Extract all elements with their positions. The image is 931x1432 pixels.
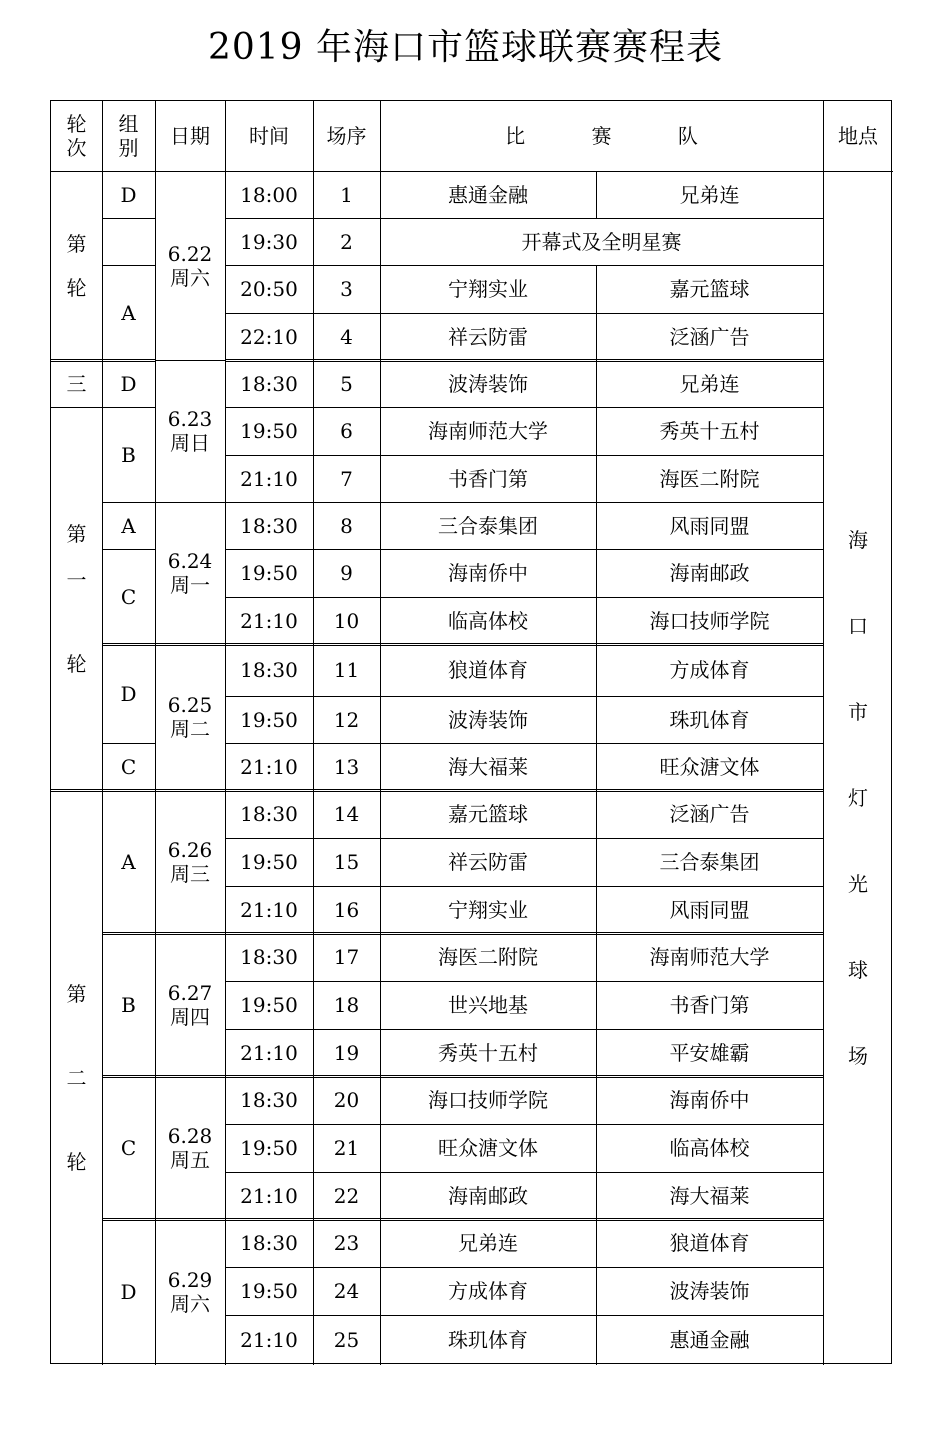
round-second-char2: 二 (66, 1065, 87, 1090)
grid-line (823, 101, 824, 1365)
match-time: 19:50 (240, 419, 298, 443)
match-time: 21:10 (240, 1328, 298, 1352)
match-time: 18:30 (240, 1231, 298, 1255)
date-cell (155, 1219, 225, 1365)
match-number: 9 (340, 561, 353, 585)
date-cell (155, 502, 225, 644)
weekday-text: 周六 (170, 1292, 210, 1316)
grid-line (225, 455, 823, 456)
date-cell (155, 360, 225, 502)
grid-line (102, 932, 155, 935)
grid-line (155, 101, 156, 1365)
header-teams (380, 101, 823, 171)
grid-line (51, 407, 102, 408)
grid-line (102, 265, 155, 266)
grid-line (102, 218, 155, 219)
grid-line (155, 643, 225, 646)
group-cell: D (120, 681, 137, 706)
team-home: 兄弟连 (458, 1231, 518, 1255)
group-cell: B (121, 992, 136, 1017)
match-number: 22 (333, 1183, 360, 1208)
team-home: 临高体校 (448, 608, 528, 633)
match-time: 19:50 (240, 850, 298, 874)
grid-line (102, 743, 155, 744)
match-number: 8 (340, 513, 353, 538)
team-away: 海南邮政 (669, 561, 750, 585)
grid-line (225, 265, 823, 266)
weekday-text: 周一 (170, 573, 210, 597)
team-away: 惠通金融 (669, 1328, 750, 1352)
match-number: 19 (333, 1040, 360, 1065)
match-time: 22:10 (240, 324, 298, 349)
match-time: 19:50 (240, 993, 298, 1017)
round-first-char1: 第 (66, 521, 87, 546)
round-label-second (51, 790, 102, 1365)
venue-char: 场 (848, 1044, 868, 1068)
grid-line (225, 1218, 823, 1221)
team-home: 祥云防雷 (448, 324, 528, 349)
match-special: 开幕式及全明星赛 (521, 229, 682, 254)
weekday-text: 周四 (170, 1004, 210, 1029)
match-number: 12 (333, 707, 360, 732)
header-date: 日期 (170, 124, 210, 148)
grid-line (102, 789, 155, 792)
team-home: 海南邮政 (448, 1183, 528, 1208)
team-away: 海南侨中 (669, 1088, 750, 1112)
team-home: 旺众溏文体 (438, 1136, 538, 1160)
weekday-text: 周二 (170, 717, 210, 741)
match-time: 21:10 (240, 1040, 298, 1065)
team-away: 临高体校 (669, 1136, 750, 1160)
team-away: 嘉元篮球 (669, 277, 750, 301)
team-home: 宁翔实业 (448, 897, 528, 922)
match-number: 1 (340, 182, 353, 207)
team-away: 泛涵广告 (669, 802, 750, 826)
round-label-top (51, 171, 102, 360)
match-time: 18:30 (240, 945, 298, 969)
team-away: 兄弟连 (679, 371, 740, 396)
match-number: 6 (340, 419, 353, 443)
team-away: 书香门第 (669, 993, 750, 1017)
match-number: 5 (340, 371, 353, 396)
grid-line (225, 502, 823, 503)
grid-line (225, 886, 823, 887)
date-cell (155, 1076, 225, 1219)
team-home: 宁翔实业 (448, 277, 528, 301)
team-away: 海南师范大学 (649, 945, 770, 969)
grid-line (225, 789, 823, 792)
team-away: 风雨同盟 (669, 513, 750, 538)
venue-char: 球 (848, 958, 868, 982)
match-number: 17 (333, 945, 360, 969)
match-number: 21 (333, 1136, 360, 1160)
grid-line (102, 549, 155, 550)
match-number: 20 (333, 1088, 360, 1112)
group-cell: D (120, 371, 137, 396)
team-home: 三合泰集团 (438, 513, 538, 538)
schedule-table (50, 100, 892, 1364)
round-top-char1: 第 (66, 231, 87, 256)
team-away: 海医二附院 (659, 466, 760, 491)
date-text: 6.27 (167, 980, 213, 1005)
team-home: 海口技师学院 (428, 1088, 548, 1112)
venue-char: 口 (848, 614, 868, 638)
date-text: 6.24 (167, 549, 213, 573)
team-away: 秀英十五村 (659, 419, 760, 443)
group-cell: A (121, 300, 136, 325)
grid-line (102, 1218, 155, 1221)
match-time: 18:30 (240, 513, 298, 538)
match-time: 18:30 (240, 1088, 298, 1112)
round-top-char2: 轮 (66, 275, 87, 300)
match-time: 18:30 (240, 658, 298, 682)
venue-char: 市 (848, 700, 868, 724)
venue-cell (823, 171, 893, 1365)
grid-line (102, 359, 155, 362)
team-home: 惠通金融 (448, 182, 528, 207)
grid-line (102, 101, 103, 1365)
match-time: 18:30 (240, 802, 298, 826)
match-time: 19:30 (240, 229, 298, 254)
grid-line (596, 171, 597, 218)
group-cell: A (121, 513, 136, 538)
match-time: 18:00 (240, 182, 298, 207)
match-number: 3 (340, 277, 353, 301)
header-group (102, 101, 155, 171)
match-number: 23 (333, 1231, 360, 1255)
team-home: 海大福莱 (448, 754, 528, 779)
match-time: 19:50 (240, 1279, 298, 1303)
group-cell: C (120, 1135, 137, 1160)
round-first-char3: 轮 (66, 651, 87, 676)
team-away: 旺众溏文体 (659, 754, 760, 779)
group-cell: C (120, 754, 137, 779)
header-time: 时间 (249, 124, 289, 148)
date-text: 6.23 (167, 407, 213, 431)
grid-line (225, 313, 823, 314)
date-text: 6.28 (167, 1123, 213, 1148)
grid-line (155, 502, 225, 503)
team-away: 三合泰集团 (659, 850, 760, 874)
grid-line (225, 597, 823, 598)
header-teams-text: 比 赛 队 (505, 124, 698, 148)
team-home: 世兴地基 (448, 993, 528, 1017)
team-home: 海南侨中 (448, 561, 528, 585)
grid-line (155, 789, 225, 792)
date-text: 6.25 (167, 693, 213, 717)
grid-line (225, 1029, 823, 1030)
grid-line (225, 1124, 823, 1125)
match-time: 21:10 (240, 608, 298, 633)
team-away: 泛涵广告 (669, 324, 750, 349)
weekday-text: 周六 (170, 265, 210, 290)
grid-line (225, 696, 823, 697)
match-number: 14 (333, 802, 360, 826)
grid-line (225, 838, 823, 839)
grid-line (380, 101, 381, 1365)
venue-char: 灯 (848, 786, 868, 810)
grid-line (225, 1075, 823, 1078)
grid-line (225, 981, 823, 982)
header-divider (51, 171, 893, 172)
header-round (51, 101, 102, 171)
header-order: 场序 (326, 124, 367, 148)
team-away: 方成体育 (669, 658, 750, 682)
team-home: 海南师范大学 (428, 419, 548, 443)
grid-line (155, 360, 225, 361)
group-cell: C (120, 584, 137, 609)
group-cell: B (121, 442, 136, 467)
team-home: 嘉元篮球 (448, 802, 528, 826)
grid-line (51, 359, 102, 362)
match-number: 2 (340, 229, 353, 254)
grid-line (102, 502, 155, 503)
match-time: 18:30 (240, 371, 298, 396)
page-title: 2019 年海口市篮球联赛赛程表 (207, 27, 724, 68)
date-text: 6.22 (167, 241, 213, 266)
match-number: 13 (333, 754, 360, 779)
round-second-char3: 轮 (66, 1149, 87, 1174)
match-time: 21:10 (240, 466, 298, 491)
match-number: 15 (333, 850, 360, 874)
team-away: 风雨同盟 (669, 897, 750, 922)
team-home: 海医二附院 (438, 945, 538, 969)
weekday-text: 周日 (170, 431, 210, 455)
team-away: 兄弟连 (679, 182, 740, 207)
match-time: 21:10 (240, 1183, 298, 1208)
grid-line (225, 218, 823, 219)
header-venue: 地点 (838, 124, 878, 148)
grid-line (225, 1172, 823, 1173)
date-cell (155, 644, 225, 790)
match-number: 10 (333, 608, 360, 633)
team-home: 波涛装饰 (448, 371, 528, 396)
team-home: 祥云防雷 (448, 850, 528, 874)
grid-line (155, 1218, 225, 1221)
match-number: 18 (333, 993, 360, 1017)
grid-line (225, 643, 823, 646)
match-time: 21:10 (240, 754, 298, 779)
team-away: 波涛装饰 (669, 1279, 750, 1303)
date-text: 6.26 (167, 837, 213, 862)
grid-line (225, 101, 226, 1365)
team-home: 书香门第 (448, 466, 528, 491)
grid-line (225, 1267, 823, 1268)
venue-char: 光 (848, 872, 868, 896)
match-time: 19:50 (240, 707, 298, 732)
match-number: 11 (333, 658, 360, 682)
grid-line (596, 265, 597, 1365)
grid-line (225, 1315, 823, 1316)
team-home: 方成体育 (448, 1279, 528, 1303)
group-cell: D (120, 182, 137, 207)
match-number: 25 (333, 1328, 360, 1352)
team-away: 珠玑体育 (669, 707, 750, 732)
round-label-three: 三 (66, 371, 87, 396)
grid-line (102, 1075, 155, 1078)
match-time: 19:50 (240, 561, 298, 585)
weekday-text: 周三 (170, 861, 210, 886)
team-away: 狼道体育 (669, 1231, 750, 1255)
grid-line (225, 743, 823, 744)
date-cell (155, 171, 225, 360)
date-text: 6.29 (167, 1268, 213, 1292)
team-home: 波涛装饰 (448, 707, 528, 732)
header-round-text: 轮 次 (66, 112, 87, 160)
grid-line (155, 932, 225, 935)
match-number: 16 (333, 897, 360, 922)
grid-line (102, 407, 155, 408)
round-first-char2: 一 (66, 567, 87, 592)
grid-line (225, 407, 823, 408)
grid-line (225, 359, 823, 362)
grid-line (225, 549, 823, 550)
group-cell: A (121, 849, 136, 874)
round-second-char1: 第 (66, 981, 87, 1006)
round-label-first (51, 407, 102, 790)
match-number: 24 (333, 1279, 360, 1303)
team-away: 平安雄霸 (669, 1040, 750, 1065)
team-home: 珠玑体育 (448, 1328, 528, 1352)
header-group-text: 组 别 (118, 112, 139, 160)
team-away: 海口技师学院 (649, 608, 770, 633)
grid-line (225, 932, 823, 935)
date-cell (155, 933, 225, 1076)
match-time: 19:50 (240, 1136, 298, 1160)
match-time: 21:10 (240, 897, 298, 922)
venue-char: 海 (848, 528, 868, 552)
match-number: 7 (340, 466, 353, 491)
date-cell (155, 790, 225, 933)
match-time: 20:50 (240, 277, 298, 301)
grid-line (155, 1075, 225, 1078)
grid-line (51, 789, 102, 792)
grid-line (102, 643, 155, 646)
grid-line (313, 101, 314, 1365)
team-home: 狼道体育 (448, 658, 528, 682)
team-away: 海大福莱 (669, 1183, 750, 1208)
group-cell: D (120, 1280, 137, 1304)
weekday-text: 周五 (170, 1147, 210, 1172)
match-number: 4 (340, 324, 353, 349)
team-home: 秀英十五村 (438, 1040, 538, 1065)
